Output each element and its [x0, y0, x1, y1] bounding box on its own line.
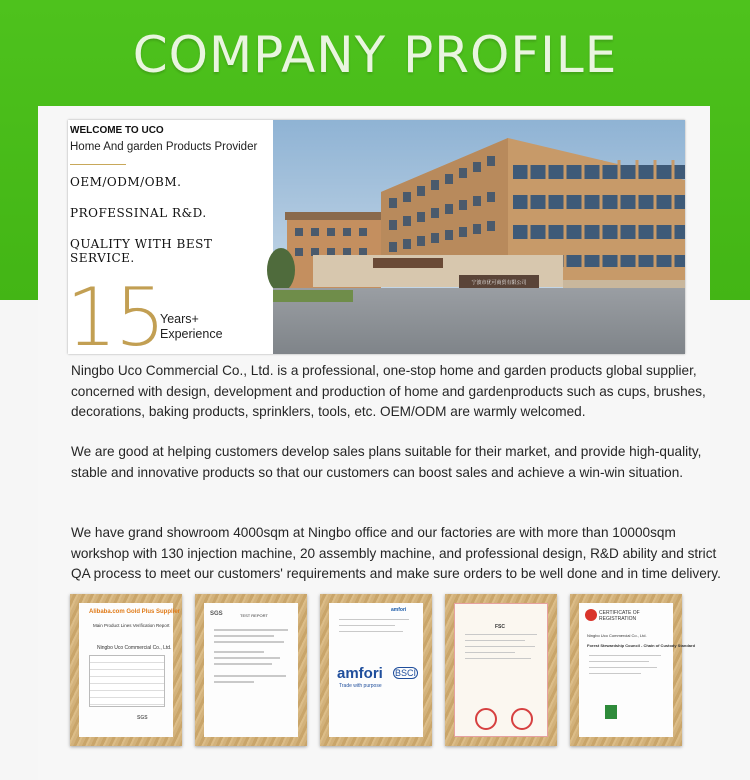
cert-heading: CERTIFICATE OF REGISTRATION	[599, 610, 640, 622]
cert-heading: FSC	[495, 624, 505, 630]
hero-text-block	[66, 120, 273, 364]
cert-subheading: TEST REPORT	[240, 613, 268, 618]
welcome-heading: WELCOME TO UCO	[70, 125, 164, 136]
cert-table	[89, 655, 165, 707]
cert-subheading: Main Product Lines Verification Report	[93, 623, 170, 628]
bsci-badge: BSCI	[395, 668, 417, 678]
certifier-logo-icon	[585, 609, 597, 621]
page-title: COMPANY PROFILE	[132, 26, 618, 84]
certificate-paper	[79, 603, 181, 737]
cert-body: Forest Stewardship Council - Chain of Custody Standard	[587, 643, 696, 648]
amfori-logo: amfori	[337, 665, 383, 682]
cert-heading: Alibaba.com Gold Plus Supplier	[89, 609, 181, 615]
feature-oem: OEM/ODM/OBM.	[70, 175, 182, 189]
years-label-line1: Years+	[160, 312, 199, 326]
certificate-registration	[570, 594, 696, 746]
years-number: 15	[66, 271, 164, 364]
facility-paragraph: We have grand showroom 4000sqm at Ningbo office and our factories are with more than 10000sqm workshop with 130 injection machine, 20 assembly machine, and professional design, R&D ability and strict QA process to meet our customers' requirements and make sure orders to be well done and in time delivery.	[71, 525, 721, 581]
hero-banner	[66, 120, 685, 364]
certificate-paper	[204, 603, 298, 737]
certificate-paper	[329, 603, 423, 737]
factory-photo	[273, 120, 685, 354]
cert-mark: SGS	[137, 715, 148, 721]
cert-company: Ningbo Uco Commercial Co., Ltd.	[97, 645, 172, 651]
building-sign: 宁波市优可商贸有限公司	[471, 280, 527, 286]
sales-paragraph: We are good at helping customers develop sales plans suitable for their market, and provide high-quality, stable and innovative products so that our customers can boost sales and achieve a win-win situation.	[71, 444, 702, 480]
certificate-alibaba	[70, 594, 182, 746]
cert-heading: amfori	[391, 607, 407, 613]
stamp-icon	[475, 708, 497, 730]
divider-line	[70, 164, 126, 165]
feature-quality: QUALITY WITH BEST SERVICE.	[70, 237, 213, 265]
years-label-line2: Experience	[160, 327, 223, 341]
certificate-fsc-cn	[445, 594, 557, 746]
feature-rnd: PROFESSINAL R&D.	[70, 206, 207, 220]
stamp-icon	[511, 708, 533, 730]
certificate-amfori-bsci	[320, 594, 432, 746]
cert-company: Ningbo Uco Commercial Co., Ltd.	[587, 633, 647, 638]
tagline: Home And garden Products Provider	[70, 141, 258, 153]
certificate-sgs	[195, 594, 307, 746]
certificate-paper	[579, 603, 696, 737]
fsc-logo-icon	[605, 705, 617, 719]
certificate-paper	[454, 603, 548, 737]
cert-heading: SGS	[210, 611, 223, 617]
amfori-slogan: Trade with purpose	[339, 683, 382, 689]
intro-paragraph: Ningbo Uco Commercial Co., Ltd. is a professional, one-stop home and garden products global supplier, concerned with design, development and production of home and gardenproducts such as cups, brushes, decorations, baking products, sprinklers, tools, etc. OEM/ODM are warmly welcomed.	[71, 363, 706, 419]
years-label	[160, 312, 223, 342]
